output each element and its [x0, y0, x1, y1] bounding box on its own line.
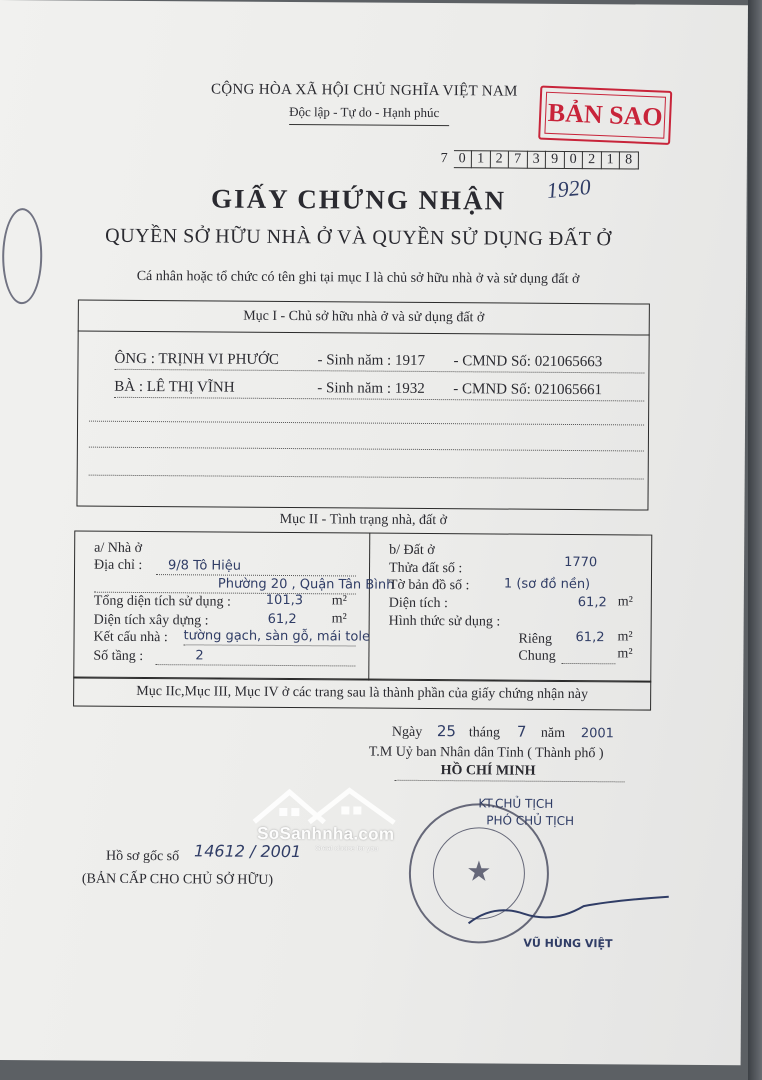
house-logo-icon	[249, 782, 399, 827]
document-subtitle: QUYỀN SỞ HỮU NHÀ Ở VÀ QUYỀN SỬ DỤNG ĐẤT Ở	[105, 224, 612, 251]
usage-label: Hình thức sử dụng :	[388, 613, 501, 630]
document-title: GIẤY CHỨNG NHẬN	[211, 183, 507, 216]
total-area-label: Tổng diện tích sử dụng :	[93, 593, 231, 610]
republic-header: CỘNG HÒA XÃ HỘI CHỦ NGHĨA VIỆT NAM	[210, 81, 518, 100]
structure-label: Kết cấu nhà :	[93, 629, 168, 646]
owner-1-birth: - Sinh năm : 1917	[317, 352, 426, 369]
address-line2: Phường 20 , Quận Tân Bình	[217, 576, 395, 593]
owner-note: Cá nhân hoặc tổ chức có tên ghi tại mục I là chủ sở hữu nhà ở và sử dụng đất ở	[136, 268, 580, 288]
floors-value: 2	[195, 648, 204, 664]
serial-digit: 7	[509, 151, 528, 169]
map-sheet-label: Tờ bản đồ số :	[388, 577, 470, 594]
watermark	[249, 782, 400, 863]
side-seal	[2, 208, 43, 304]
floors-label: Số tầng :	[93, 648, 144, 665]
authority-city: HỒ CHÍ MINH	[440, 763, 536, 779]
owner-2-birth: - Sinh năm : 1932	[317, 380, 425, 397]
owner-2-id: - CMND Số: 021065661	[453, 381, 603, 399]
date-month: 7	[516, 722, 527, 741]
file-number: 14612 / 2001	[193, 841, 302, 862]
section2-title: Mục II - Tình trạng nhà, đất ở	[279, 511, 448, 529]
signature	[463, 893, 673, 934]
address-label: Địa chỉ :	[94, 557, 143, 574]
serial-digit: 3	[527, 151, 546, 169]
parcel-value: 1770	[564, 554, 598, 571]
serial-digit: 1	[472, 150, 491, 168]
serial-digit: 2	[490, 150, 509, 168]
background-edge	[748, 0, 762, 1080]
issued-to: (BẢN CẤP CHO CHỦ SỞ HỮU)	[81, 871, 274, 888]
land-area-unit: m²	[617, 594, 633, 610]
built-area-label: Diện tích xây dựng :	[93, 612, 209, 629]
date-year: 2001	[580, 726, 615, 742]
address-line1: 9/8 Tô Hiệu	[168, 558, 242, 574]
serial-digit: 8	[620, 151, 639, 169]
serial-digit: 9	[546, 151, 565, 169]
serial-prefix: 7	[440, 151, 448, 167]
serial-number	[435, 150, 639, 169]
land-heading: b/ Đất ở	[389, 542, 435, 559]
land-area-value: 61,2	[577, 595, 607, 611]
map-sheet-value: 1 (sơ đồ nền)	[503, 576, 591, 593]
owner-2-name: BÀ : LÊ THỊ VĨNH	[114, 378, 235, 396]
built-area-unit: m²	[331, 611, 347, 627]
signer-name: VŨ HÙNG VIỆT	[523, 936, 613, 951]
star-icon: ★	[466, 856, 492, 888]
shared-label: Chung	[518, 648, 556, 664]
date-day: 25	[436, 722, 457, 741]
watermark-brand: SoSanhnha.com	[257, 823, 395, 844]
serial-digit: 2	[583, 151, 602, 169]
file-label: Hồ sơ gốc số	[105, 848, 180, 865]
section-note: Mục IIc,Mục III, Mục IV ở các trang sau là thành phần của giấy chứng nhận này	[136, 683, 589, 703]
position-deputy: KT.CHỦ TỊCH	[478, 796, 554, 811]
section1-title: Mục I - Chủ sở hữu nhà ở và sử dụng đất ở	[243, 308, 485, 326]
land-area-label: Diện tích :	[388, 595, 448, 612]
owner-1-id: - CMND Số: 021065663	[453, 353, 603, 371]
position-vice-chair: PHÓ CHỦ TỊCH	[486, 813, 575, 829]
private-unit: m²	[617, 629, 633, 645]
copy-stamp: BẢN SAO	[538, 85, 672, 144]
private-value: 61,2	[575, 630, 605, 646]
house-heading: a/ Nhà ở	[94, 540, 143, 557]
handwritten-number: 1920	[545, 173, 592, 204]
owner-1-name: ÔNG : TRỊNH VI PHƯỚC	[114, 350, 279, 368]
total-area-unit: m²	[331, 593, 347, 609]
serial-digit: 0	[564, 151, 583, 169]
serial-digit: 1	[601, 151, 620, 169]
national-motto: Độc lập - Tự do - Hạnh phúc	[289, 104, 440, 121]
serial-digit: 0	[453, 150, 472, 168]
structure-value: tường gạch, sàn gỗ, mái tole	[183, 628, 371, 645]
total-area-value: 101,3	[265, 592, 304, 609]
built-area-value: 61,2	[267, 611, 297, 628]
shared-unit: m²	[617, 646, 633, 662]
dotted-line	[395, 780, 625, 783]
date-month-label: tháng	[468, 725, 501, 741]
private-label: Riêng	[518, 631, 553, 647]
date-day-label: Ngày	[391, 724, 423, 740]
authority-line: T.M Uỷ ban Nhân dân Tỉnh ( Thành phố )	[368, 744, 604, 762]
date-year-label: năm	[540, 725, 566, 741]
watermark-tagline: Great choice for you	[315, 845, 379, 853]
motto-underline	[289, 124, 449, 126]
parcel-label: Thửa đất số :	[388, 560, 463, 577]
